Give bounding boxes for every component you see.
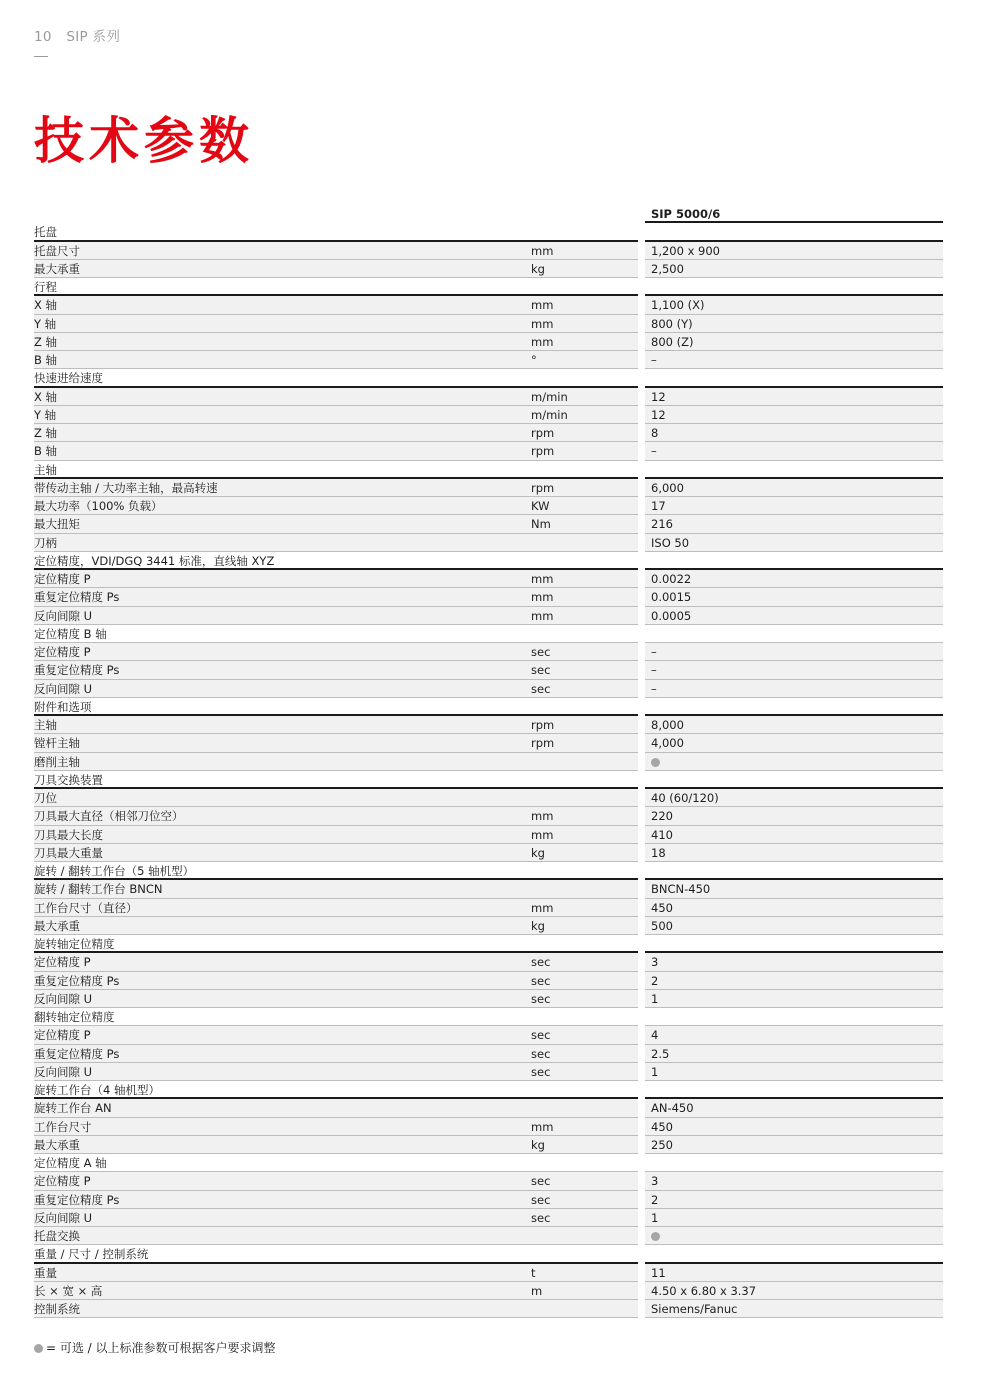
row-value: 0.0015: [651, 590, 692, 605]
row-label: 带传动主轴 / 大功率主轴，最高转速: [34, 480, 218, 495]
table-row: [34, 1300, 943, 1318]
row-unit: sec: [531, 973, 551, 988]
table-row: [34, 1045, 943, 1063]
section-row: [34, 935, 943, 953]
row-unit: rpm: [531, 444, 555, 459]
row-unit: mm: [531, 827, 554, 842]
row-label: 定位精度 P: [34, 1174, 91, 1189]
table-row: [34, 1172, 943, 1190]
row-label: 重量: [34, 1265, 57, 1280]
row-value: –: [651, 353, 657, 367]
table-row: [34, 406, 943, 424]
row-label: 刀位: [34, 791, 57, 805]
row-label: 旋转 / 翻转工作台（5 轴机型）: [34, 864, 195, 878]
row-value: 4: [651, 1028, 659, 1043]
row-label: 最大功率（100% 负载）: [34, 499, 163, 513]
row-unit: sec: [531, 1192, 551, 1207]
table-row: [34, 680, 943, 698]
table-row: [34, 716, 943, 734]
row-unit: sec: [531, 681, 551, 696]
row-label: 行程: [34, 280, 57, 294]
table-row: [34, 260, 943, 278]
section-row: [34, 461, 943, 479]
table-row: [34, 734, 943, 752]
table-row: [34, 753, 943, 771]
section-row: [34, 1081, 943, 1099]
row-label: 反向间隙 U: [34, 991, 93, 1006]
row-unit: m/min: [531, 389, 568, 404]
table-row: [34, 643, 943, 661]
table-row: [34, 351, 943, 369]
table-row: [34, 826, 943, 844]
row-unit: mm: [531, 608, 554, 623]
row-label: Y 轴: [34, 407, 57, 422]
row-label: 托盘尺寸: [34, 243, 80, 258]
row-unit: sec: [531, 663, 551, 678]
row-unit: rpm: [531, 426, 555, 440]
section-row: [34, 223, 943, 241]
table-row: [34, 588, 943, 606]
row-label: 翻转轴定位精度: [34, 1010, 115, 1024]
row-unit: mm: [531, 316, 554, 331]
row-label: 定位精度 P: [34, 572, 91, 586]
row-label: Y 轴: [34, 316, 57, 331]
row-label: 重量 / 尺寸 / 控制系统: [34, 1247, 149, 1262]
row-label: 重复定位精度 Ps: [34, 973, 120, 988]
row-label: 定位精度，VDI/DGQ 3441 标准，直线轴 XYZ: [34, 553, 275, 568]
row-label: 刀柄: [34, 535, 57, 550]
table-row: [34, 807, 943, 825]
section-row: [34, 278, 943, 296]
row-value: 800 (Z): [651, 334, 694, 349]
table-header-row: [34, 205, 943, 223]
row-unit: kg: [531, 918, 545, 933]
row-label: 最大承重: [34, 1137, 80, 1152]
table-row: [34, 388, 943, 406]
row-value: 8,000: [651, 718, 684, 732]
table-row: [34, 442, 943, 460]
row-unit: rpm: [531, 480, 555, 495]
row-value: 1: [651, 991, 659, 1006]
row-value: AN-450: [651, 1101, 694, 1116]
row-label: 附件和选项: [34, 699, 92, 714]
row-unit: sec: [531, 1064, 551, 1079]
row-value: 11: [651, 1265, 666, 1280]
row-unit: mm: [531, 590, 554, 605]
row-value: 17: [651, 499, 666, 513]
row-value: 4.50 x 6.80 x 3.37: [651, 1283, 757, 1298]
row-value: 500: [651, 918, 673, 933]
row-label: 反向间隙 U: [34, 1210, 93, 1225]
page-number: 10: [34, 29, 52, 45]
row-label: 工作台尺寸: [34, 1119, 92, 1134]
row-label: 重复定位精度 Ps: [34, 590, 120, 605]
row-label: 主轴: [34, 718, 57, 732]
row-label: 反向间隙 U: [34, 608, 93, 623]
optional-dot-icon: [34, 1344, 43, 1353]
table-row: [34, 1209, 943, 1227]
row-label: 最大承重: [34, 918, 80, 933]
row-label: 控制系统: [34, 1302, 80, 1316]
row-value: 3: [651, 1174, 659, 1189]
row-label: 磨削主轴: [34, 754, 80, 769]
footnote: [34, 1339, 276, 1356]
row-label: 旋转轴定位精度: [34, 937, 115, 951]
table-row: [34, 953, 943, 971]
table-row: [34, 1026, 943, 1044]
row-unit: kg: [531, 845, 545, 860]
row-label: 最大扭矩: [34, 517, 80, 532]
table-row: [34, 661, 943, 679]
table-row: [34, 1063, 943, 1081]
row-label: 工作台尺寸（直径）: [34, 900, 138, 915]
row-value: 800 (Y): [651, 316, 693, 331]
row-label: 镗杆主轴: [34, 736, 80, 751]
row-label: 旋转 / 翻转工作台 BNCN: [34, 882, 163, 897]
table-row: [34, 333, 943, 351]
table-row: [34, 242, 943, 260]
row-value: 0.0022: [651, 572, 692, 586]
row-label: 刀具最大长度: [34, 827, 103, 842]
row-value: 450: [651, 1119, 673, 1134]
row-value: 4,000: [651, 736, 684, 751]
row-label: 定位精度 B 轴: [34, 626, 107, 641]
row-label: Z 轴: [34, 426, 58, 440]
table-row: [34, 515, 943, 533]
table-row: [34, 789, 943, 807]
row-label: Z 轴: [34, 334, 58, 349]
row-label: 最大承重: [34, 261, 80, 276]
subsection-row: [34, 625, 943, 643]
header-rule: [34, 56, 48, 57]
table-row: [34, 990, 943, 1008]
row-unit: sec: [531, 1174, 551, 1189]
subsection-row: [34, 1154, 943, 1172]
row-label: 重复定位精度 Ps: [34, 1192, 120, 1207]
row-value: 2.5: [651, 1046, 670, 1061]
row-value: 2,500: [651, 261, 684, 276]
row-value: 12: [651, 389, 666, 404]
row-value: 18: [651, 845, 666, 860]
row-label: 重复定位精度 Ps: [34, 1046, 120, 1061]
row-unit: m/min: [531, 407, 568, 422]
row-value: ISO 50: [651, 535, 690, 550]
row-value: –: [651, 645, 657, 659]
table-row: [34, 972, 943, 990]
row-label: 长 × 宽 × 高: [34, 1283, 103, 1298]
row-unit: t: [531, 1265, 536, 1280]
row-label: B 轴: [34, 444, 58, 459]
table-row: [34, 497, 943, 515]
optional-dot-icon: [651, 1232, 660, 1241]
table-row: [34, 880, 943, 898]
table-row: [34, 424, 943, 442]
table-row: [34, 1099, 943, 1117]
row-value: 1,100 (X): [651, 298, 705, 313]
row-value: 1: [651, 1210, 659, 1225]
spec-table: [34, 205, 943, 1318]
table-row: [34, 534, 943, 552]
section-row: [34, 552, 943, 570]
table-row: [34, 1264, 943, 1282]
row-unit: sec: [531, 645, 551, 659]
row-unit: mm: [531, 334, 554, 349]
table-row: [34, 1136, 943, 1154]
row-unit: mm: [531, 809, 554, 824]
row-value: 250: [651, 1137, 673, 1152]
series-name: SIP 系列: [66, 29, 121, 45]
row-unit: mm: [531, 572, 554, 586]
row-value: –: [651, 681, 657, 696]
row-label: 快速进给速度: [34, 371, 103, 386]
table-row: [34, 479, 943, 497]
row-unit: sec: [531, 1046, 551, 1061]
row-label: 旋转工作台（4 轴机型）: [34, 1083, 160, 1097]
row-label: 定位精度 P: [34, 955, 91, 970]
section-row: [34, 862, 943, 880]
row-value: 1: [651, 1064, 659, 1079]
row-unit: sec: [531, 1028, 551, 1043]
row-value: 0.0005: [651, 608, 692, 623]
table-row: [34, 607, 943, 625]
row-unit: °: [531, 353, 537, 367]
row-unit: Nm: [531, 517, 551, 532]
row-unit: KW: [531, 499, 550, 513]
row-label: 托盘: [34, 225, 57, 240]
row-value: 220: [651, 809, 673, 824]
row-unit: mm: [531, 900, 554, 915]
row-unit: m: [531, 1283, 543, 1298]
subsection-row: [34, 1008, 943, 1026]
row-value: 6,000: [651, 480, 684, 495]
row-value: 410: [651, 827, 673, 842]
row-value: 216: [651, 517, 673, 532]
row-unit: kg: [531, 261, 545, 276]
section-row: [34, 369, 943, 387]
model-name: SIP 5000/6: [651, 207, 721, 221]
table-row: [34, 570, 943, 588]
row-label: B 轴: [34, 353, 58, 367]
table-row: [34, 1282, 943, 1300]
table-row: [34, 1191, 943, 1209]
row-label: 定位精度 A 轴: [34, 1156, 107, 1170]
page-header: [34, 25, 120, 45]
row-label: 刀具交换装置: [34, 772, 103, 787]
row-value: BNCN-450: [651, 882, 711, 897]
optional-dot-icon: [651, 758, 660, 767]
row-value: 40 (60/120): [651, 791, 719, 805]
row-unit: kg: [531, 1137, 545, 1152]
row-value: 8: [651, 426, 659, 440]
row-label: 旋转工作台 AN: [34, 1101, 112, 1116]
section-row: [34, 771, 943, 789]
row-label: 托盘交换: [34, 1229, 80, 1243]
table-row: [34, 917, 943, 935]
row-value: 450: [651, 900, 673, 915]
row-value: –: [651, 663, 657, 678]
table-row: [34, 1227, 943, 1245]
row-unit: mm: [531, 1119, 554, 1134]
table-row: [34, 844, 943, 862]
row-unit: sec: [531, 991, 551, 1006]
row-value: 2: [651, 1192, 659, 1207]
row-label: 刀具最大重量: [34, 845, 103, 860]
footnote-text: = 可选 / 以上标准参数可根据客户要求调整: [46, 1341, 276, 1355]
row-value: Siemens/Fanuc: [651, 1302, 738, 1316]
table-row: [34, 315, 943, 333]
row-unit: rpm: [531, 718, 555, 732]
row-label: 反向间隙 U: [34, 1064, 93, 1079]
row-unit: mm: [531, 243, 554, 258]
row-value: –: [651, 444, 657, 459]
table-row: [34, 899, 943, 917]
table-row: [34, 296, 943, 314]
row-label: X 轴: [34, 389, 58, 404]
section-row: [34, 698, 943, 716]
row-label: X 轴: [34, 298, 58, 313]
model-header: [645, 205, 943, 223]
row-value: 3: [651, 955, 659, 970]
row-unit: rpm: [531, 736, 555, 751]
row-label: 定位精度 P: [34, 1028, 91, 1043]
row-value: 2: [651, 973, 659, 988]
row-unit: sec: [531, 955, 551, 970]
row-value: 1,200 x 900: [651, 243, 720, 258]
row-value: 12: [651, 407, 666, 422]
section-row: [34, 1245, 943, 1263]
row-unit: sec: [531, 1210, 551, 1225]
row-unit: mm: [531, 298, 554, 313]
row-label: 主轴: [34, 462, 57, 477]
row-label: 反向间隙 U: [34, 681, 93, 696]
row-label: 定位精度 P: [34, 645, 91, 659]
table-row: [34, 1118, 943, 1136]
page-title: 技术参数: [34, 112, 254, 170]
row-label: 刀具最大直径（相邻刀位空）: [34, 809, 184, 824]
row-label: 重复定位精度 Ps: [34, 663, 120, 678]
